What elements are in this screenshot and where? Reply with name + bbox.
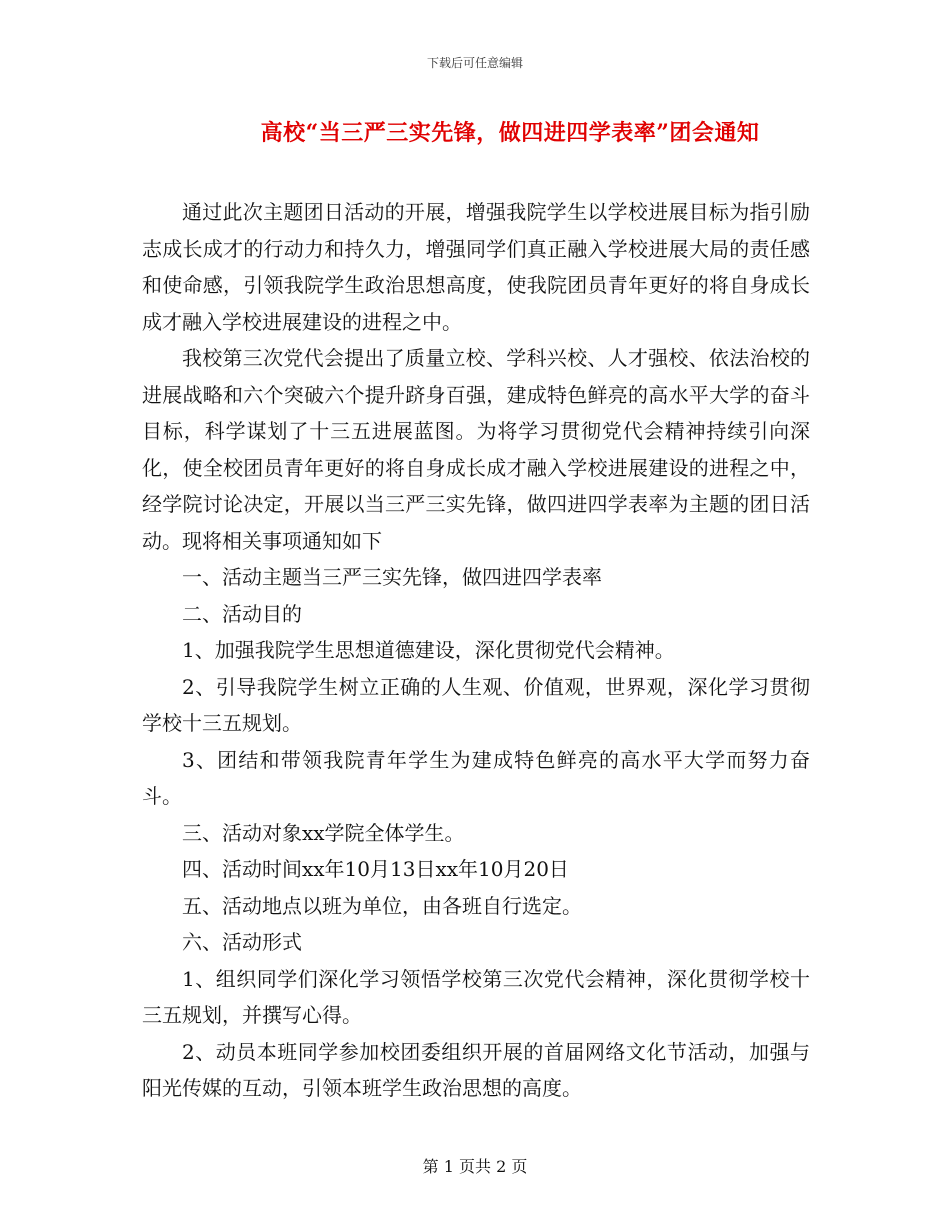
paragraph: 2、动员本班同学参加校团委组织开展的首届网络文化节活动，加强与阳光传媒的互动，引领本班学生政治思想的高度。	[142, 1039, 810, 1100]
paragraph: 二、活动目的	[182, 601, 302, 626]
paragraph: 一、活动主题当三严三实先锋，做四进四学表率	[182, 565, 602, 589]
document-body	[142, 194, 810, 1107]
paragraph: 五、活动地点以班为单位，由各班自行选定。	[182, 893, 582, 918]
paragraph: 六、活动形式	[182, 930, 302, 954]
paragraph: 三、活动对象xx学院全体学生。	[182, 820, 465, 845]
document-title: 高校“当三严三实先锋，做四进四学表率”团会通知	[260, 120, 760, 146]
page-number: 第 1 页共 2 页	[422, 1157, 528, 1176]
paragraph: 四、活动时间xx年10月13日xx年10月20日	[182, 857, 569, 881]
page-header: 下载后可任意编辑	[426, 56, 523, 70]
paragraph: 通过此次主题团日活动的开展，增强我院学生以学校进展目标为指引励志成长成才的行动力和持久力，增强同学们真正融入学校进展大局的责任感和使命感，引领我院学生政治思想高度，使我院团员青年更好的将自身成长成才融入学校进展建设的进程之中。	[142, 200, 810, 334]
paragraph: 1、加强我院学生思想道德建设，深化贯彻党代会精神。	[182, 638, 675, 662]
paragraph: 2、引导我院学生树立正确的人生观、价值观，世界观，深化学习贯彻学校十三五规划。	[142, 674, 810, 735]
paragraph: 1、组织同学们深化学习领悟学校第三次党代会精神，深化贯彻学校十三五规划，并撰写心得。	[142, 966, 810, 1027]
paragraph: 3、团结和带领我院青年学生为建成特色鲜亮的高水平大学而努力奋斗。	[142, 747, 810, 808]
paragraph: 我校第三次党代会提出了质量立校、学科兴校、人才强校、依法治校的进展战略和六个突破六个提升跻身百强，建成特色鲜亮的高水平大学的奋斗目标，科学谋划了十三五进展蓝图。为将学习贯彻党代会精神持续引向深化，使全校团员青年更好的将自身成长成才融入学校进展建设的进程之中，经学院讨论决定，开展以当三严三实先锋，做四进四学表率为主题的团日活动。现将相关事项通知如下	[142, 346, 810, 553]
